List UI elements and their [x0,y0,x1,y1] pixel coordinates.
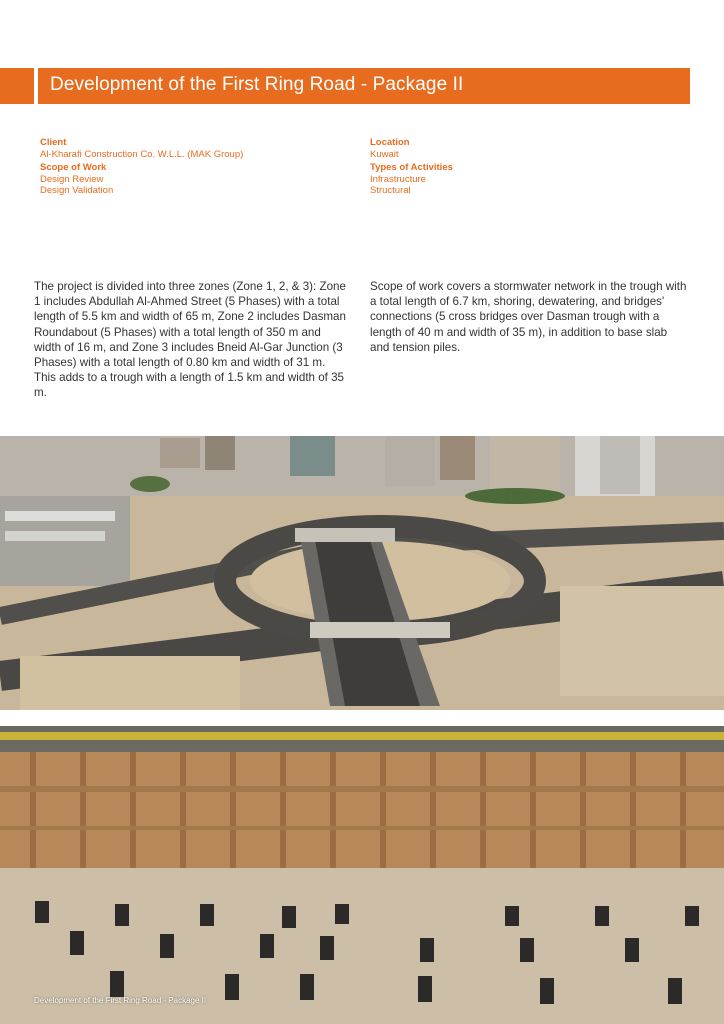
construction-piles-photo [0,726,724,1024]
scope-label: Scope of Work [40,162,107,173]
client-value: Al-Kharafi Construction Co. W.L.L. (MAK Group) [40,148,244,160]
description-left: The project is divided into three zones (Zone 1, 2, & 3): Zone 1 includes Abdullah Al-Ahmed Street (5 Phases) with a total length of 5.5 km and width of 65 m, Zone 2 includes Dasman Roundabout (5 Phases) with a total length of 350 m and width of 16 m, and Zone 3 includes Bneid Al-Gar Junction (3 Phases) with a total length of 0.80 km and width of 31 m. This adds to a trough with a length of 1.5 km and width of 35 m. [34,280,346,400]
types-label: Types of Activities [370,162,453,173]
location-label: Location [370,137,410,148]
footer-text: Development of the First Ring Road - Package II [34,996,207,1005]
client-label: Client [40,137,67,148]
types-item: Infrastructure [370,173,426,185]
page-title: Development of the First Ring Road - Package II [50,74,464,95]
location-value: Kuwait [370,148,399,160]
meta-left [40,137,250,197]
types-item: Structural [370,185,411,196]
scope-item: Design Review [40,173,104,185]
aerial-roundabout-photo [0,436,724,710]
title-bar [0,68,690,104]
scope-item: Design Validation [40,185,114,196]
title-bar-divider [34,68,38,104]
meta-right [370,137,620,197]
description-right: Scope of work covers a stormwater network in the trough with a total length of 6.7 km, shoring, dewatering, and bridges' connections (5 cross bridges over Dasman trough with a length of 40 m and width of 35 m), in addition to base slab and tension piles. [370,280,687,354]
